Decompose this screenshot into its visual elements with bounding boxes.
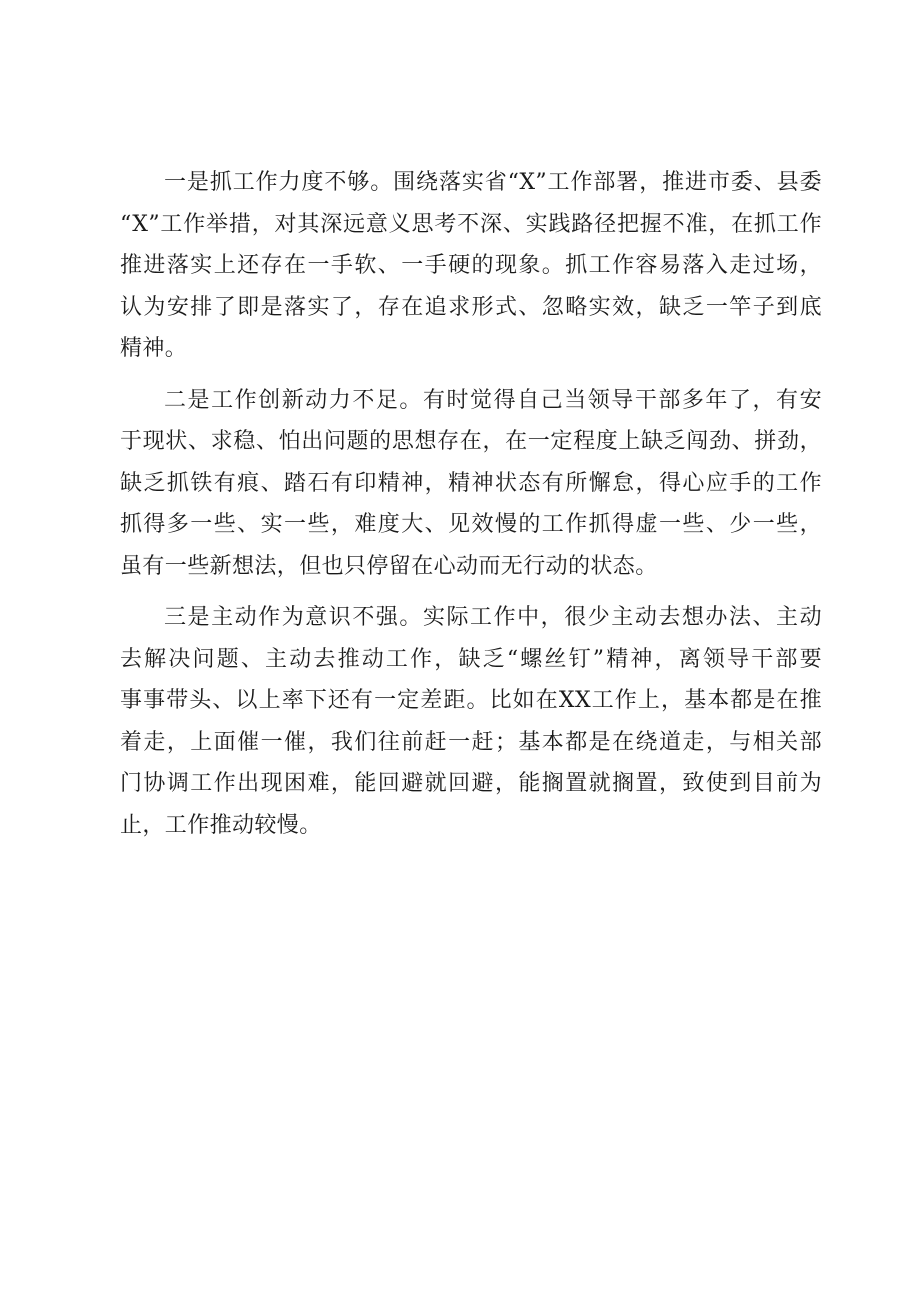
paragraph-line: “X”工作举措，对其深远意义思考不深、实践路径把握不准，在抓工作 xyxy=(120,211,822,237)
paragraph-line: 精神。 xyxy=(120,336,188,361)
paragraph-line: 抓得多一些、实一些，难度大、见效慢的工作抓得虚一些、少一些， xyxy=(120,512,822,537)
paragraph-line: 虽有一些新想法，但也只停留在心动而无行动的状态。 xyxy=(120,553,658,579)
paragraph-line: 缺乏抓铁有痕、踏石有印精神，精神状态有所懈怠，得心应手的工作 xyxy=(120,470,822,496)
paragraph-line: 认为安排了即是落实了，存在追求形式、忽略实效，缺乏一竿子到底 xyxy=(120,294,822,320)
paragraph-line: 二是工作创新动力不足。有时觉得自己当领导干部多年了，有安 xyxy=(164,387,822,413)
document-body xyxy=(120,162,822,856)
paragraph-line: 事事带头、以上率下还有一定差距。比如在XX工作上，基本都是在推 xyxy=(120,688,822,713)
paragraph-1 xyxy=(120,162,822,370)
paragraph-2 xyxy=(120,380,822,588)
paragraph-line: 着走，上面催一催，我们往前赶一赶；基本都是在绕道走，与相关部 xyxy=(120,729,822,755)
paragraph-line: 去解决问题、主动去推动工作，缺乏“螺丝钉”精神，离领导干部要 xyxy=(120,646,822,672)
paragraph-line: 推进落实上还存在一手软、一手硬的现象。抓工作容易落入走过场， xyxy=(120,253,822,278)
paragraph-line: 一是抓工作力度不够。围绕落实省“X”工作部署，推进市委、县委 xyxy=(164,170,822,195)
paragraph-line: 止，工作推动较慢。 xyxy=(120,812,322,838)
paragraph-line: 三是主动作为意识不强。实际工作中，很少主动去想办法、主动 xyxy=(164,605,822,630)
paragraph-line: 于现状、求稳、怕出问题的思想存在，在一定程度上缺乏闯劲、拼劲， xyxy=(120,429,822,454)
paragraph-3 xyxy=(120,597,822,846)
paragraph-line: 门协调工作出现困难，能回避就回避，能搁置就搁置，致使到目前为 xyxy=(120,771,822,796)
